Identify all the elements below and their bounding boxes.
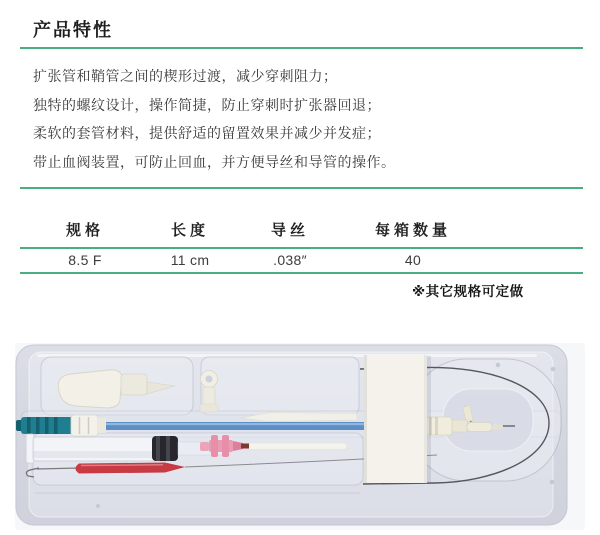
cell-qty: 40 [404, 252, 422, 268]
cell-spec: 8.5 F [68, 252, 102, 268]
col-header-qty: 每箱数量 [374, 222, 451, 239]
plunger-seal [152, 436, 178, 461]
product-photo [15, 343, 585, 530]
feature-line: 独特的螺纹设计，操作简捷，防止穿刺时扩张器回退； [33, 96, 381, 113]
divider-above-table [20, 187, 583, 189]
divider-below-table [20, 272, 583, 274]
product-photo-illustration [15, 343, 585, 530]
paper-band [364, 355, 431, 483]
feature-line: 柔软的套管材料，提供舒适的留置效果并减少并发症； [33, 125, 381, 141]
needle-cannula [247, 443, 347, 450]
luer-cap [200, 371, 218, 413]
page-title: 产品特性 [33, 20, 113, 40]
feature-line: 扩张管和鞘管之间的楔形过渡，减少穿刺阻力； [33, 68, 338, 84]
hub-nut [71, 415, 98, 436]
col-header-spec: 规格 [65, 222, 104, 239]
col-header-length: 长度 [170, 222, 209, 239]
divider-under-title [20, 47, 583, 49]
feature-list [33, 62, 573, 176]
feature-line: 带止血阀装置，可防止回血，并方便导丝和导管的操作。 [33, 153, 396, 170]
cell-guidewire: .038″ [273, 252, 307, 268]
col-header-guidewire: 导丝 [270, 222, 309, 239]
custom-spec-footnote: ※其它规格可定做 [412, 284, 524, 299]
spec-table-header-row [20, 212, 583, 246]
cell-length: 11 cm [170, 252, 210, 268]
spec-table-value-row [20, 248, 583, 272]
